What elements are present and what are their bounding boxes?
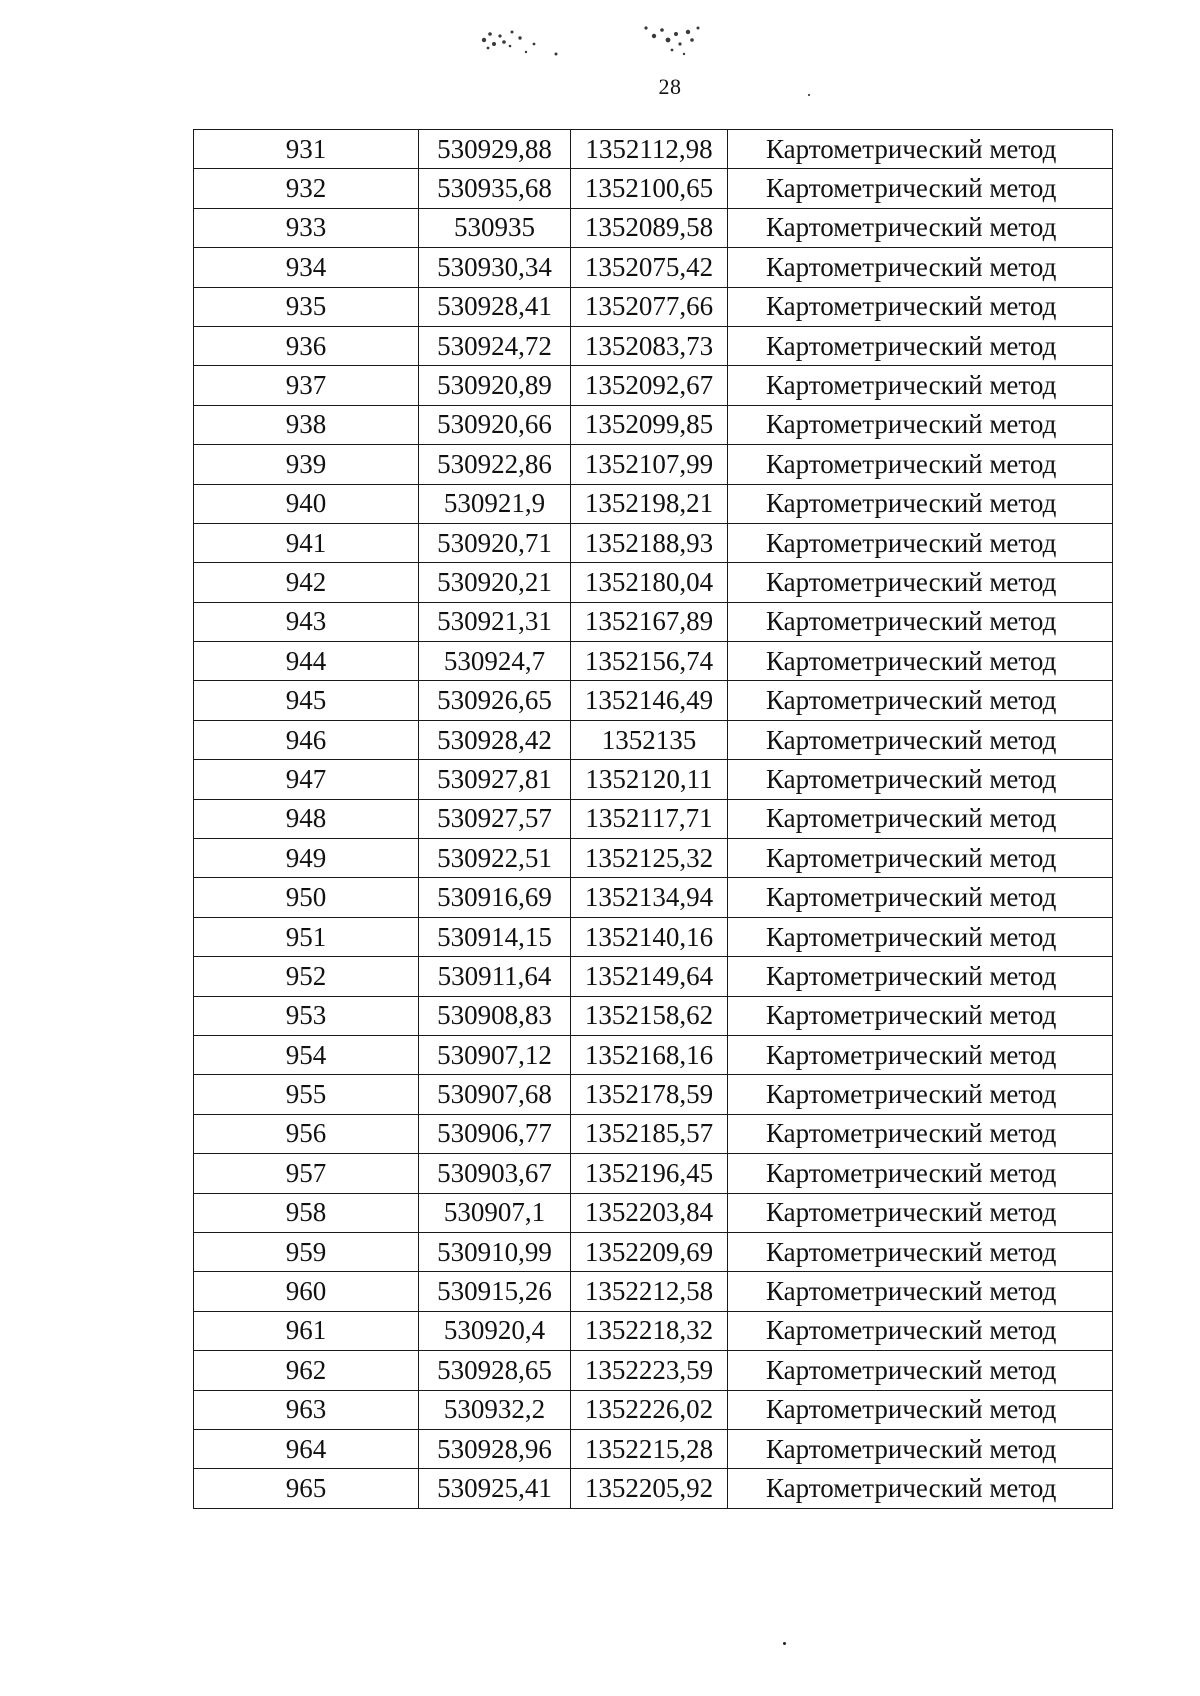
point-number-cell: 948	[194, 799, 419, 838]
scan-speck	[783, 1642, 786, 1645]
point-number-cell: 961	[194, 1311, 419, 1350]
coordinates-table	[193, 129, 1113, 1509]
table-row	[194, 602, 1113, 641]
method-cell: Картометрический метод	[728, 405, 1113, 444]
method-cell: Картометрический метод	[728, 1311, 1113, 1350]
point-number-cell: 944	[194, 642, 419, 681]
table-row	[194, 1390, 1113, 1429]
method-cell: Картометрический метод	[728, 996, 1113, 1035]
point-number-cell: 959	[194, 1232, 419, 1271]
method-cell: Картометрический метод	[728, 445, 1113, 484]
table-row	[194, 996, 1113, 1035]
y-coordinate-cell: 1352112,98	[571, 130, 728, 169]
method-cell: Картометрический метод	[728, 1193, 1113, 1232]
y-coordinate-cell: 1352092,67	[571, 366, 728, 405]
table-row	[194, 642, 1113, 681]
x-coordinate-cell: 530921,9	[419, 484, 571, 523]
point-number-cell: 936	[194, 326, 419, 365]
y-coordinate-cell: 1352125,32	[571, 839, 728, 878]
table-row	[194, 1311, 1113, 1350]
y-coordinate-cell: 1352083,73	[571, 326, 728, 365]
x-coordinate-cell: 530928,65	[419, 1351, 571, 1390]
table-row	[194, 208, 1113, 247]
method-cell: Картометрический метод	[728, 1075, 1113, 1114]
y-coordinate-cell: 1352120,11	[571, 760, 728, 799]
x-coordinate-cell: 530926,65	[419, 681, 571, 720]
table-row	[194, 1469, 1113, 1508]
y-coordinate-cell: 1352077,66	[571, 287, 728, 326]
method-cell: Картометрический метод	[728, 957, 1113, 996]
table-row	[194, 1429, 1113, 1468]
table-row	[194, 523, 1113, 562]
page-number: 28	[658, 74, 682, 99]
x-coordinate-cell: 530925,41	[419, 1469, 571, 1508]
y-coordinate-cell: 1352089,58	[571, 208, 728, 247]
x-coordinate-cell: 530907,68	[419, 1075, 571, 1114]
x-coordinate-cell: 530932,2	[419, 1390, 571, 1429]
method-cell: Картометрический метод	[728, 799, 1113, 838]
table-row	[194, 169, 1113, 208]
table-row	[194, 1272, 1113, 1311]
point-number-cell: 931	[194, 130, 419, 169]
method-cell: Картометрический метод	[728, 878, 1113, 917]
table-row	[194, 366, 1113, 405]
table-row	[194, 839, 1113, 878]
faded-stamp-marks	[470, 14, 730, 64]
x-coordinate-cell: 530907,12	[419, 1035, 571, 1074]
method-cell: Картометрический метод	[728, 602, 1113, 641]
table-row	[194, 1035, 1113, 1074]
method-cell: Картометрический метод	[728, 1035, 1113, 1074]
method-cell: Картометрический метод	[728, 1114, 1113, 1153]
y-coordinate-cell: 1352180,04	[571, 563, 728, 602]
method-cell: Картометрический метод	[728, 760, 1113, 799]
x-coordinate-cell: 530928,42	[419, 720, 571, 759]
table-row	[194, 287, 1113, 326]
x-coordinate-cell: 530903,67	[419, 1154, 571, 1193]
point-number-cell: 940	[194, 484, 419, 523]
point-number-cell: 947	[194, 760, 419, 799]
y-coordinate-cell: 1352140,16	[571, 917, 728, 956]
x-coordinate-cell: 530928,96	[419, 1429, 571, 1468]
point-number-cell: 934	[194, 248, 419, 287]
point-number-cell: 953	[194, 996, 419, 1035]
scan-speck	[808, 94, 810, 96]
y-coordinate-cell: 1352100,65	[571, 169, 728, 208]
y-coordinate-cell: 1352158,62	[571, 996, 728, 1035]
method-cell: Картометрический метод	[728, 563, 1113, 602]
table-row	[194, 760, 1113, 799]
point-number-cell: 962	[194, 1351, 419, 1390]
table-row	[194, 326, 1113, 365]
point-number-cell: 946	[194, 720, 419, 759]
table-row	[194, 130, 1113, 169]
point-number-cell: 952	[194, 957, 419, 996]
y-coordinate-cell: 1352168,16	[571, 1035, 728, 1074]
point-number-cell: 957	[194, 1154, 419, 1193]
y-coordinate-cell: 1352075,42	[571, 248, 728, 287]
method-cell: Картометрический метод	[728, 1154, 1113, 1193]
x-coordinate-cell: 530922,86	[419, 445, 571, 484]
point-number-cell: 949	[194, 839, 419, 878]
x-coordinate-cell: 530935,68	[419, 169, 571, 208]
y-coordinate-cell: 1352209,69	[571, 1232, 728, 1271]
x-coordinate-cell: 530914,15	[419, 917, 571, 956]
method-cell: Картометрический метод	[728, 366, 1113, 405]
y-coordinate-cell: 1352178,59	[571, 1075, 728, 1114]
point-number-cell: 964	[194, 1429, 419, 1468]
point-number-cell: 939	[194, 445, 419, 484]
table-row	[194, 445, 1113, 484]
x-coordinate-cell: 530924,7	[419, 642, 571, 681]
y-coordinate-cell: 1352223,59	[571, 1351, 728, 1390]
y-coordinate-cell: 1352198,21	[571, 484, 728, 523]
point-number-cell: 950	[194, 878, 419, 917]
method-cell: Картометрический метод	[728, 1351, 1113, 1390]
table-row	[194, 799, 1113, 838]
table-row	[194, 720, 1113, 759]
point-number-cell: 955	[194, 1075, 419, 1114]
table-row	[194, 878, 1113, 917]
y-coordinate-cell: 1352167,89	[571, 602, 728, 641]
table-row	[194, 405, 1113, 444]
y-coordinate-cell: 1352215,28	[571, 1429, 728, 1468]
x-coordinate-cell: 530929,88	[419, 130, 571, 169]
y-coordinate-cell: 1352107,99	[571, 445, 728, 484]
x-coordinate-cell: 530910,99	[419, 1232, 571, 1271]
y-coordinate-cell: 1352135	[571, 720, 728, 759]
x-coordinate-cell: 530922,51	[419, 839, 571, 878]
method-cell: Картометрический метод	[728, 169, 1113, 208]
method-cell: Картометрический метод	[728, 917, 1113, 956]
point-number-cell: 933	[194, 208, 419, 247]
y-coordinate-cell: 1352117,71	[571, 799, 728, 838]
table-row	[194, 563, 1113, 602]
point-number-cell: 935	[194, 287, 419, 326]
y-coordinate-cell: 1352226,02	[571, 1390, 728, 1429]
x-coordinate-cell: 530927,57	[419, 799, 571, 838]
y-coordinate-cell: 1352205,92	[571, 1469, 728, 1508]
x-coordinate-cell: 530935	[419, 208, 571, 247]
method-cell: Картометрический метод	[728, 208, 1113, 247]
method-cell: Картометрический метод	[728, 523, 1113, 562]
method-cell: Картометрический метод	[728, 720, 1113, 759]
x-coordinate-cell: 530920,89	[419, 366, 571, 405]
point-number-cell: 945	[194, 681, 419, 720]
y-coordinate-cell: 1352146,49	[571, 681, 728, 720]
y-coordinate-cell: 1352099,85	[571, 405, 728, 444]
y-coordinate-cell: 1352188,93	[571, 523, 728, 562]
point-number-cell: 938	[194, 405, 419, 444]
x-coordinate-cell: 530920,71	[419, 523, 571, 562]
point-number-cell: 932	[194, 169, 419, 208]
table-row	[194, 1193, 1113, 1232]
table-row	[194, 248, 1113, 287]
method-cell: Картометрический метод	[728, 1469, 1113, 1508]
x-coordinate-cell: 530916,69	[419, 878, 571, 917]
point-number-cell: 958	[194, 1193, 419, 1232]
x-coordinate-cell: 530911,64	[419, 957, 571, 996]
x-coordinate-cell: 530920,21	[419, 563, 571, 602]
x-coordinate-cell: 530908,83	[419, 996, 571, 1035]
point-number-cell: 951	[194, 917, 419, 956]
y-coordinate-cell: 1352134,94	[571, 878, 728, 917]
coordinates-table-body	[194, 130, 1113, 1509]
point-number-cell: 941	[194, 523, 419, 562]
method-cell: Картометрический метод	[728, 1232, 1113, 1271]
method-cell: Картометрический метод	[728, 287, 1113, 326]
method-cell: Картометрический метод	[728, 642, 1113, 681]
x-coordinate-cell: 530924,72	[419, 326, 571, 365]
method-cell: Картометрический метод	[728, 326, 1113, 365]
point-number-cell: 963	[194, 1390, 419, 1429]
method-cell: Картометрический метод	[728, 1390, 1113, 1429]
table-row	[194, 1075, 1113, 1114]
x-coordinate-cell: 530920,66	[419, 405, 571, 444]
table-row	[194, 1351, 1113, 1390]
x-coordinate-cell: 530927,81	[419, 760, 571, 799]
table-row	[194, 917, 1113, 956]
y-coordinate-cell: 1352218,32	[571, 1311, 728, 1350]
method-cell: Картометрический метод	[728, 484, 1113, 523]
point-number-cell: 954	[194, 1035, 419, 1074]
point-number-cell: 937	[194, 366, 419, 405]
table-row	[194, 1232, 1113, 1271]
method-cell: Картометрический метод	[728, 839, 1113, 878]
method-cell: Картометрический метод	[728, 1272, 1113, 1311]
table-row	[194, 1154, 1113, 1193]
table-row	[194, 1114, 1113, 1153]
point-number-cell: 956	[194, 1114, 419, 1153]
point-number-cell: 965	[194, 1469, 419, 1508]
x-coordinate-cell: 530907,1	[419, 1193, 571, 1232]
method-cell: Картометрический метод	[728, 248, 1113, 287]
y-coordinate-cell: 1352212,58	[571, 1272, 728, 1311]
table-row	[194, 957, 1113, 996]
table-row	[194, 484, 1113, 523]
x-coordinate-cell: 530928,41	[419, 287, 571, 326]
y-coordinate-cell: 1352156,74	[571, 642, 728, 681]
y-coordinate-cell: 1352196,45	[571, 1154, 728, 1193]
x-coordinate-cell: 530930,34	[419, 248, 571, 287]
x-coordinate-cell: 530920,4	[419, 1311, 571, 1350]
method-cell: Картометрический метод	[728, 130, 1113, 169]
point-number-cell: 942	[194, 563, 419, 602]
x-coordinate-cell: 530921,31	[419, 602, 571, 641]
y-coordinate-cell: 1352185,57	[571, 1114, 728, 1153]
y-coordinate-cell: 1352203,84	[571, 1193, 728, 1232]
y-coordinate-cell: 1352149,64	[571, 957, 728, 996]
x-coordinate-cell: 530915,26	[419, 1272, 571, 1311]
point-number-cell: 960	[194, 1272, 419, 1311]
point-number-cell: 943	[194, 602, 419, 641]
x-coordinate-cell: 530906,77	[419, 1114, 571, 1153]
method-cell: Картометрический метод	[728, 681, 1113, 720]
table-row	[194, 681, 1113, 720]
method-cell: Картометрический метод	[728, 1429, 1113, 1468]
